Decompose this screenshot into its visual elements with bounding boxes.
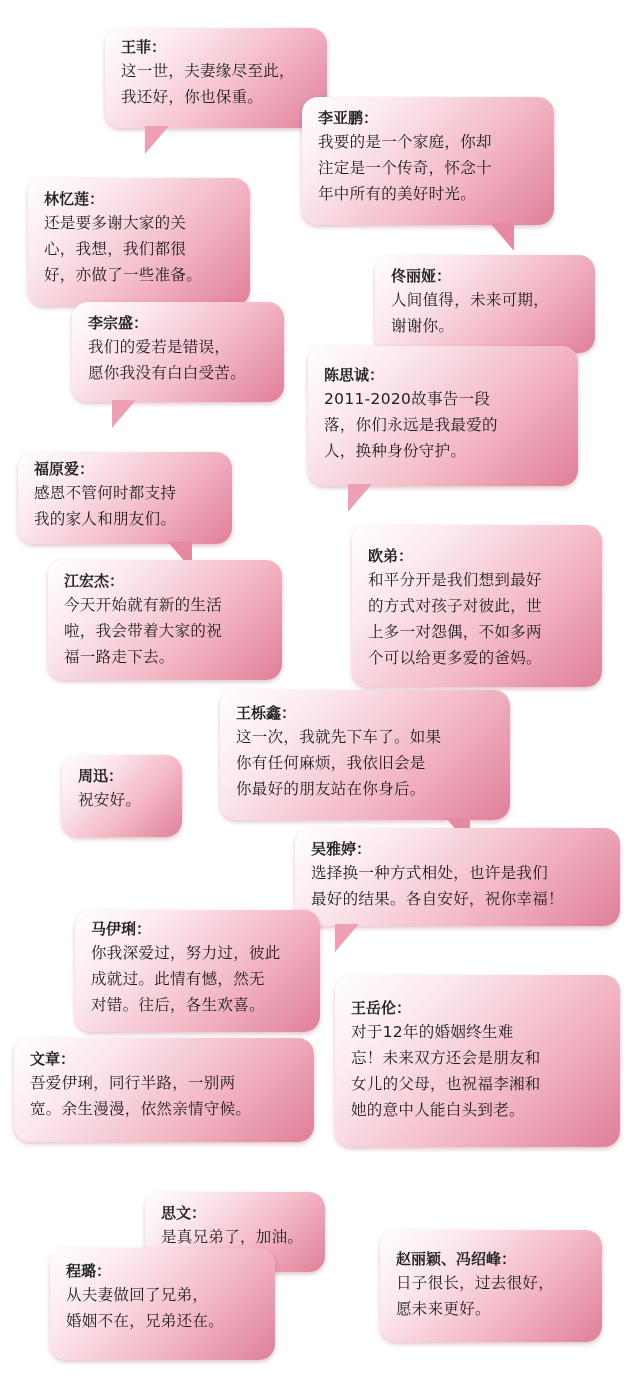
quote-bubble-mayili (75, 910, 320, 1032)
quote-text: 选择换一种方式相处，也许是我们 最好的结果。各自安好，祝你幸福！ (311, 864, 564, 908)
quote-bubble-linyilian (28, 178, 250, 306)
bubble-tail (490, 223, 514, 251)
quote-text: 和平分开是我们想到最好 的方式对孩子对彼此，世 上多一对怨偶，不如多两 个可以给更多爱的爸妈。 (368, 571, 542, 667)
speaker-name: 陈思诚： (324, 366, 385, 384)
speaker-name: 赵丽颖、冯绍峰： (396, 1250, 517, 1268)
quote-bubble-fukuharaai (18, 452, 232, 544)
quote-bubble-jianghongjie (48, 560, 282, 680)
speaker-name: 思文： (161, 1204, 207, 1222)
quote-bubble-wenzhang (14, 1038, 314, 1142)
quote-text: 吾爱伊琍，同行半路，一别两 宽。余生漫漫，依然亲情守候。 (30, 1074, 252, 1118)
speaker-name: 福原爱： (34, 460, 95, 478)
quote-bubble-oudi (352, 525, 602, 687)
quote-bubble-tongliya (375, 255, 595, 353)
quote-bubble-wangfei (105, 28, 327, 128)
quote-bubble-wanglixin (220, 690, 510, 820)
bubble-tail (145, 126, 169, 154)
speaker-name: 李宗盛： (88, 314, 149, 332)
quote-bubble-wangyuelun (335, 975, 620, 1147)
quote-bubble-chensicheng (308, 346, 578, 486)
speaker-name: 林忆莲： (44, 190, 105, 208)
quote-bubble-wuyating (295, 828, 620, 926)
speaker-name: 欧弟： (368, 547, 414, 565)
quote-text: 还是要多谢大家的关 心，我想，我们都很 好，亦做了一些准备。 (44, 214, 203, 284)
quote-bubble-liyapeng (302, 97, 554, 225)
quote-bubble-zhouxun (62, 755, 182, 837)
quote-text: 这一次，我就先下车了。如果 你有任何麻烦，我依旧会是 你最好的朋友站在你身后。 (236, 728, 442, 798)
quote-text: 感恩不管何时都支持 我的家人和朋友们。 (34, 484, 177, 528)
bubble-tail (112, 400, 136, 428)
speaker-name: 马伊琍： (91, 920, 152, 938)
quote-text: 今天开始就有新的生活 啦，我会带着大家的祝 福一路走下去。 (64, 596, 223, 666)
speaker-name: 江宏杰： (64, 572, 125, 590)
quote-bubble-lizongsheng (72, 302, 284, 402)
quote-bubble-chenglu (50, 1248, 275, 1360)
quote-text: 人间值得，未来可期， 谢谢你。 (391, 291, 550, 335)
quote-text: 这一世，夫妻缘尽至此， 我还好，你也保重。 (121, 62, 295, 106)
speaker-name: 王菲： (121, 38, 167, 56)
speaker-name: 佟丽娅： (391, 267, 452, 285)
speaker-name: 王岳伦： (351, 999, 412, 1017)
quote-text: 2011-2020故事告一段 落，你们永远是我最爱的 人，换种身份守护。 (324, 390, 498, 460)
quote-text: 是真兄弟了，加油。 (161, 1228, 304, 1246)
quote-text: 我们的爱若是错误， 愿你我没有白白受苦。 (88, 338, 247, 382)
quote-text: 日子很长，过去很好， 愿未来更好。 (396, 1274, 555, 1318)
bubble-tail (348, 484, 372, 512)
quote-text: 对于12年的婚姻终生难 忘！未来双方还会是朋友和 女儿的父母，也祝福李湘和 她的意中人能白头到老。 (351, 1023, 541, 1119)
quote-text: 从夫妻做回了兄弟， 婚姻不在，兄弟还在。 (66, 1286, 225, 1330)
quote-bubble-zhaoliying-fengshaofeng (380, 1230, 602, 1342)
speaker-name: 王栎鑫： (236, 704, 297, 722)
bubble-tail (335, 924, 359, 952)
speaker-name: 李亚鹏： (318, 109, 379, 127)
speaker-name: 文章： (30, 1050, 76, 1068)
speaker-name: 程璐： (66, 1262, 112, 1280)
speaker-name: 周迅： (78, 767, 124, 785)
quote-text: 祝安好。 (78, 791, 142, 809)
speaker-name: 吴雅婷： (311, 840, 372, 858)
quote-text: 我要的是一个家庭，你却 注定是一个传奇，怀念十 年中所有的美好时光。 (318, 133, 492, 203)
quote-text: 你我深爱过，努力过，彼此 成就过。此情有憾，然无 对错。往后，各生欢喜。 (91, 944, 281, 1014)
